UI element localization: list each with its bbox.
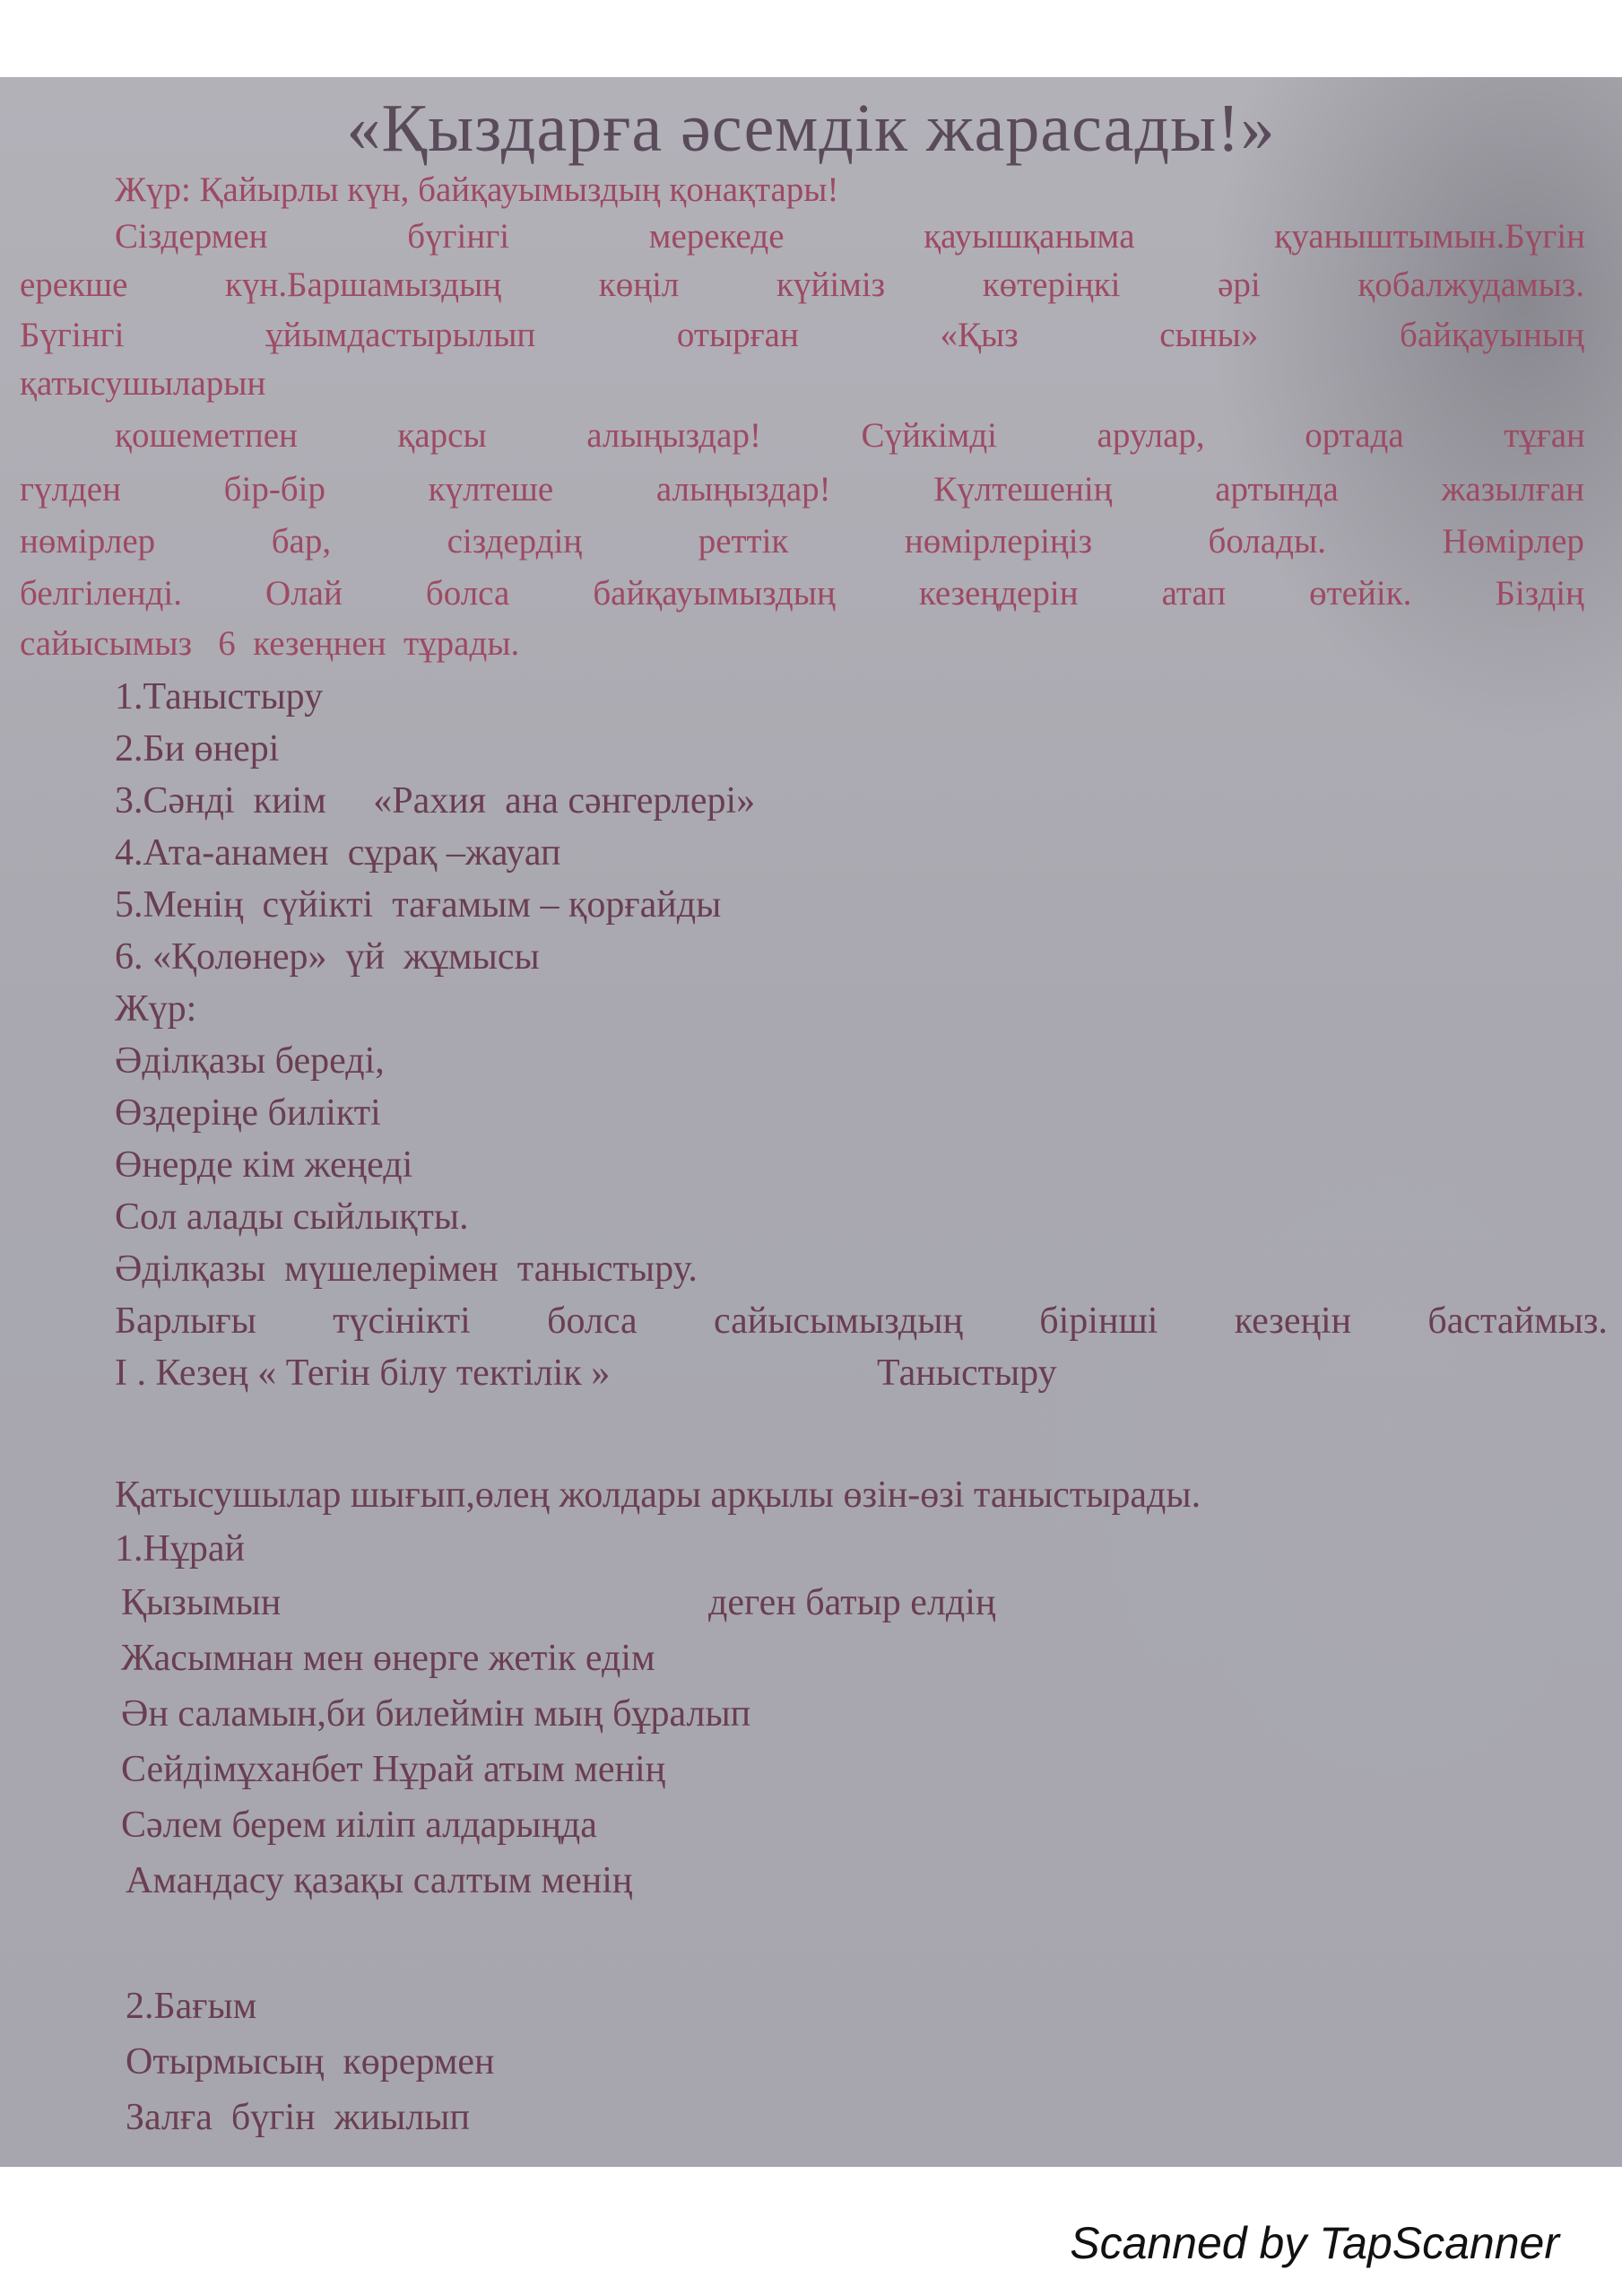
intro-line-5: қатысушыларын [20, 364, 266, 403]
poem-header: Жүр: [115, 988, 197, 1030]
participant-1-line-2: Жасымнан мен өнерге жетік едім [121, 1638, 655, 1679]
stage-item-1: 1.Таныстыру [115, 676, 324, 718]
participant-1-line-6: Амандасу қазақы салтым менің [126, 1860, 633, 1901]
document-title: «Қыздарға әсемдік жарасады!» [346, 91, 1276, 166]
begin-line: Барлығы түсінікті болса сайысымыздың бірінші кезеңін бастаймыз. [115, 1300, 1608, 1342]
participant-2-line-2: Залға бүгін жиылып [126, 2097, 470, 2138]
intro-line-9: белгіленді. Олай болса байқауымыздың кезеңдерін атап өтейік. Біздің [20, 574, 1584, 613]
intro-line-8: нөмірлер бар, сіздердің реттік нөмірлеріңіз болады. Нөмірлер [20, 522, 1584, 561]
participant-1-line-3: Ән саламын,би билеймін мың бұралып [121, 1693, 751, 1735]
participants-intro: Қатысушылар шығып,өлең жолдары арқылы өзін-өзі таныстырады. [115, 1474, 1201, 1516]
participant-1-line-1-right: деген батыр елдің [708, 1582, 996, 1623]
scanner-watermark: Scanned by TapScanner [1070, 2218, 1559, 2268]
poem-line-4: Сол алады сыйлықты. [115, 1196, 469, 1238]
intro-line-2: Сіздермен бүгінгі мерекеде қауышқанымa қуаныштымын.Бүгін [115, 217, 1585, 256]
scanned-page [0, 77, 1622, 2167]
poem-line-2: Өздеріңе билікті [115, 1092, 381, 1134]
intro-line-10: сайысымыз 6 кезеңнен тұрады. [20, 624, 520, 663]
intro-line-1: Жүр: Қайырлы күн, байқауымыздың қонақтары! [115, 170, 839, 209]
intro-line-3: ерекше күн.Баршамыздың көңіл күйіміз көтеріңкі әрі қобалжудамыз. [20, 265, 1584, 304]
intro-line-4: Бүгінгі ұйымдастырылып отырған «Қыз сыны» байқауының [20, 316, 1584, 354]
intro-line-6: қошеметпен қарсы алыңыздар! Сүйкімді арулар, ортада тұған [115, 416, 1585, 455]
poem-line-3: Өнерде кім жеңеді [115, 1144, 413, 1186]
intro-line-7: гүлден бір-бір күлтеше алыңыздар! Күлтешенің артында жазылған [20, 470, 1584, 509]
participant-2-line-1: Отырмысың көрермен [126, 2041, 495, 2083]
stage-item-6: 6. «Қолөнер» үй жұмысы [115, 936, 540, 978]
participant-1-name: 1.Нұрай [115, 1528, 245, 1570]
stage-item-3: 3.Сәнді киім «Рахия ана сәнгерлері» [115, 780, 756, 822]
stage-item-5: 5.Менің сүйікті тағамым – қорғайды [115, 884, 722, 926]
stage-item-4: 4.Ата-анамен сұрақ –жауап [115, 832, 561, 874]
participant-1-line-5: Сәлем берем иіліп алдарыңда [121, 1805, 597, 1846]
poem-line-1: Әділқазы береді, [115, 1040, 385, 1082]
participant-2-name: 2.Бағым [126, 1986, 257, 2027]
jury-intro: Әділқазы мүшелерімен таныстыру. [115, 1248, 698, 1290]
participant-1-line-4: Сейдімұханбет Нұрай атым менің [121, 1749, 666, 1790]
participant-1-line-1-left: Қызымын [121, 1582, 282, 1623]
stage-title-right: Таныстыру [877, 1352, 1057, 1394]
stage-item-2: 2.Би өнері [115, 728, 280, 770]
stage-title: І . Кезең « Тегін білу тектілік » [115, 1352, 611, 1394]
